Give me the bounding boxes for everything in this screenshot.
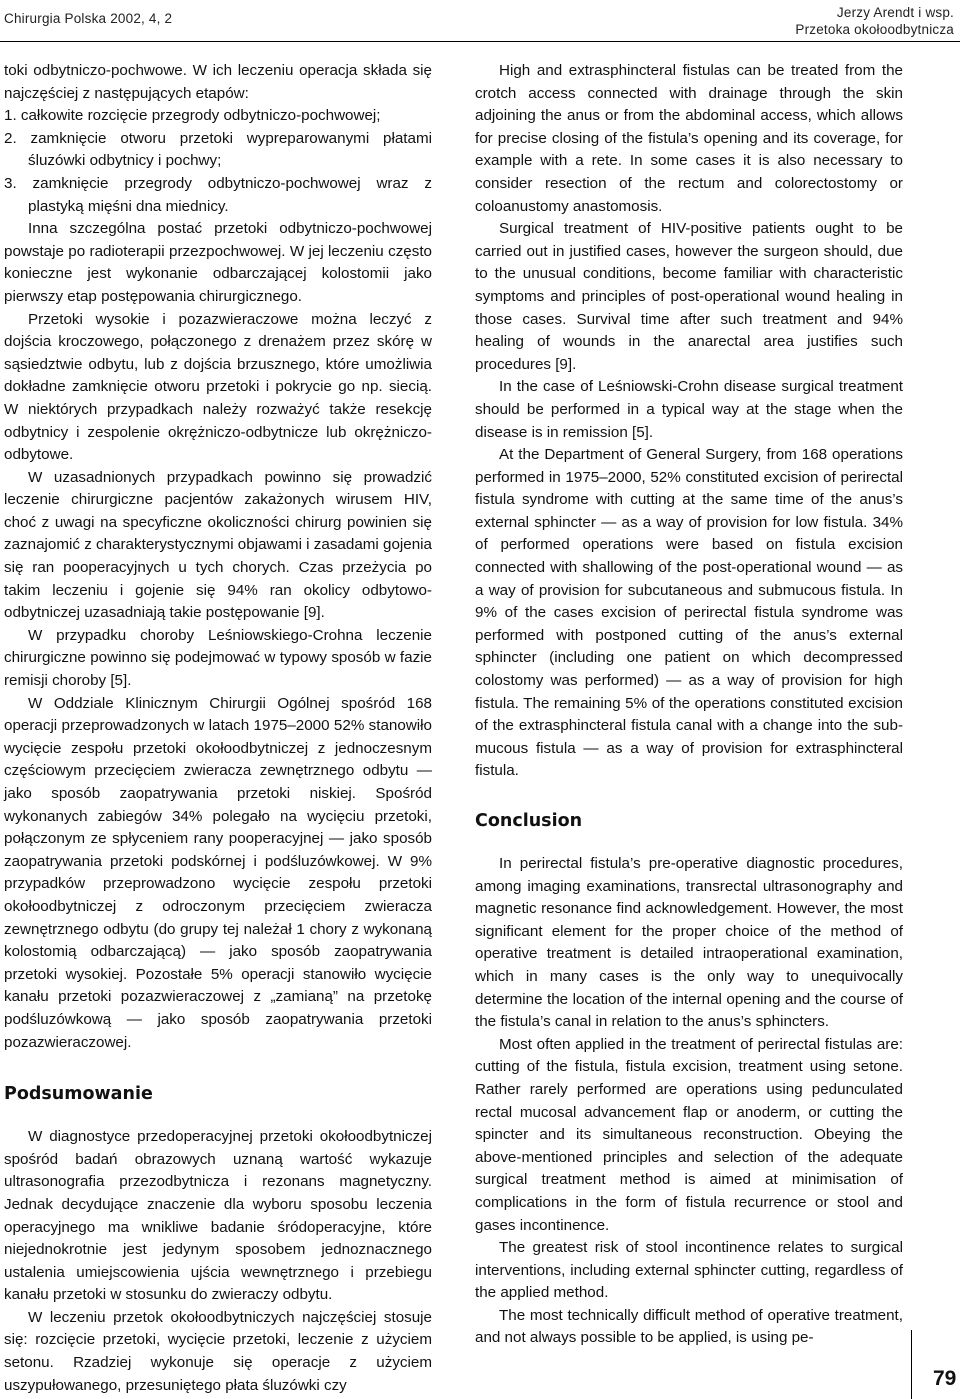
list-item: 3. zamknięcie przegrody odbytniczo-pochwowej wraz z plastyką mięśni dna miednicy. [4, 174, 432, 215]
header-running-title: Przetoka okołoodbytnicza [795, 22, 954, 37]
paragraph: W leczeniu przetok okołoodbytniczych najczęściej stosuje się: rozcięcie przetoki, wycięcie przetoki, leczenie z użyciem setonu. Rzadziej wykonuje się operacje z użyciem uszypułowanego, przesuniętego płata śluzówki czy [4, 1308, 432, 1394]
running-header [795, 4, 954, 38]
paragraph: Most often applied in the treatment of perirectal fistulas are: cutting of the fistula, fistula excision, treatment using setone. Rather rarely performed are operations using pedunculated rectal mucosal advancement flap or anoderm, or cutting the spincter and its simultaneous reconstruction. Obeying the above-mentioned principles and selection of the adequate surgical treatment method is aimed at minimisation of complications in the form of fistula recurrence or stool and gases incontinence. [475, 1035, 903, 1234]
paragraph: W uzasadnionych przypadkach powinno się prowadzić leczenie chirurgiczne pacjentów zakażonych wirusem HIV, choć z uwagi na specyficzne okoliczności chirurg powinien się zaznajomić z charakterystycznymi objawami i zasadami gojenia się ran pooperacyjnych u tych chorych. Czas przeżycia po takim leczeniu i gojenie się 94% ran okolicy odbytowo-odbytniczej uzasadniają takie postępowanie [9]. [4, 468, 432, 622]
header-authors: Jerzy Arendt i wsp. [836, 5, 954, 20]
paragraph: In perirectal fistula’s pre-operative diagnostic procedures, among imaging examinations, transrectal ultrasonography and magnetic resonance find acknowledgement. However, the most significant element for the proper choice of the method of operative treatment is detailed intraoperational examination, which in many cases is the only way to unequivocally determine the location of the internal opening and the course of the fistula’s canal in relation to the anus’s sphincters. [475, 855, 903, 1031]
page-number: 79 [933, 1367, 957, 1390]
paragraph: At the Department of General Surgery, from 168 operations performed in 1975–2000, 52% constituted excision of perirectal fistula syndrome with cutting at the same time of the anus’s external sphincter — as a way of provision for low fistula. 34% of performed operations were based on fistula excision connected with shallowing of the post-operational wound — as a way of provision for subcutaneous and submucous fistula. In 9% of the cases excision of perirectal fistula syndrome was performed with postponed cutting of the anus’s external sphincter (including one patient on which decompressed colostomy was performed) — as a way of provision for high fistula. The remaining 5% of the operations constituted excision of the extrasphincteral fistula canal with a change into the submucous fistula — as a way of provision for extrasphincteral fistula. [475, 446, 903, 780]
paragraph: toki odbytniczo-pochwowe. W ich leczeniu operacja składa się najczęściej z następujących etapów: [4, 62, 432, 102]
paragraph: Surgical treatment of HIV-positive patients ought to be carried out in justified cases, however the surgeon should, due to the unusual conditions, become familiar with characteristic symptoms and principles of post-operational wound healing in those cases. Survival time after such treatment and 94% healing of wounds in the anarectal area justifies such procedures [9]. [475, 220, 903, 373]
paragraph: The most technically difficult method of operative treatment, and not always possible to be applied, is using pe- [475, 1306, 903, 1347]
paragraph: Przetoki wysokie i pozazwieraczowe można leczyć z dojścia kroczowego, połączonego z drenażem przez skórę w sąsiedztwie odbytu, lub z dojścia brzusznego, które umożliwia dokładne zamknięcie otworu przetoki i pokrycie go np. siecią. W niektórych przypadkach należy rozważyć także resekcję odbytnicy i zespolenie okrężniczo-odbytnicze lub okrężniczo-odbytowe. [4, 310, 432, 464]
paragraph: In the case of Leśniowski-Crohn disease surgical treatment should be performed in a typical way at the stage when the disease is in remission [5]. [475, 378, 903, 441]
paragraph: W Oddziale Klinicznym Chirurgii Ogólnej spośród 168 operacji przeprowadzonych w latach 1975–2000 52% stanowiło wycięcie zespołu przetoki okołoodbytniczej z jednoczesnym częściowym przecięciem zwieracza zewnętrznego odbytu — jako sposób zaopatrywania przetoki niskiej. Spośród wykonanych zabiegów 34% polegało na wycięciu przetoki, połączonym ze spłyceniem rany pooperacyjnej — jako sposób zaopatrywania przetoki podskórnej i podśluzówkowej. W 9% przypadków przeprowadzono wycięcie zespołu przetoki okołoodbytniczej z odroczonym przecięciem zwieracza zewnętrznego odbytu (do grupy tej należał 1 chory z wykonaną kolostomią odbarczającą) — jako sposób zaopatrywania przetoki wysokiej. Pozostałe 5% operacji stanowiło wycięcie kanału przetoki pozazwieraczowej z „zamianą” na przetokę podśluzówkową — jako sposób zaopatrywania przetoki pozazwieraczowej. [4, 694, 432, 1051]
left-column [4, 60, 432, 1397]
paragraph: High and extrasphincteral fistulas can be treated from the crotch access connected with drainage through the skin adjoining the anus or from the abdominal access, which allows for precise closing of the fistula’s opening and its coverage, for example with a rete. In some cases it is also necessary to consider resection of the rectum and colorectostomy or coloanustomy anastomosis. [475, 62, 903, 215]
header-rule [0, 41, 960, 42]
section-heading-conclusion: Conclusion [475, 811, 583, 831]
paragraph: The greatest risk of stool incontinence relates to surgical interventions, including external sphincter cutting, regardless of the applied method. [475, 1239, 903, 1302]
list-item: 2. zamknięcie otworu przetoki wypreparowanymi płatami śluzówki odbytnicy i pochwy; [4, 129, 432, 170]
right-column [475, 60, 903, 1350]
paragraph: Inna szczególna postać przetoki odbytniczo-pochwowej powstaje po radioterapii przezpochwowej. W jej leczeniu często konieczne jest wykonanie odbarczającej kolostomii jako pierwszy etap postępowania chirurgicznego. [4, 220, 432, 305]
journal-citation: Chirurgia Polska 2002, 4, 2 [4, 11, 173, 26]
paragraph: W przypadku choroby Leśniowskiego-Crohna leczenie chirurgiczne powinno się podejmować w typowy sposób w fazie remisji choroby [5]. [4, 626, 432, 690]
page-number-rule [911, 1330, 912, 1399]
paragraph: W diagnostyce przedoperacyjnej przetoki okołoodbytniczej spośród badań obrazowych uznaną wartość wykazuje ultrasonografia przezodbytnicza i rezonans magnetyczny. Jednak decydujące znaczenie dla wyboru sposobu leczenia operacyjnego ma wnikliwe badanie śródoperacyjne, które niejednokrotnie jest jedynym sposobem jednoznacznego ustalenia umiejscowienia ujścia wewnętrznego i przebiegu kanału przetoki w stosunku do zwieraczy odbytu. [4, 1128, 432, 1304]
list-item: 1. całkowite rozcięcie przegrody odbytniczo-pochwowej; [4, 107, 381, 125]
section-heading-podsumowanie: Podsumowanie [4, 1084, 153, 1105]
